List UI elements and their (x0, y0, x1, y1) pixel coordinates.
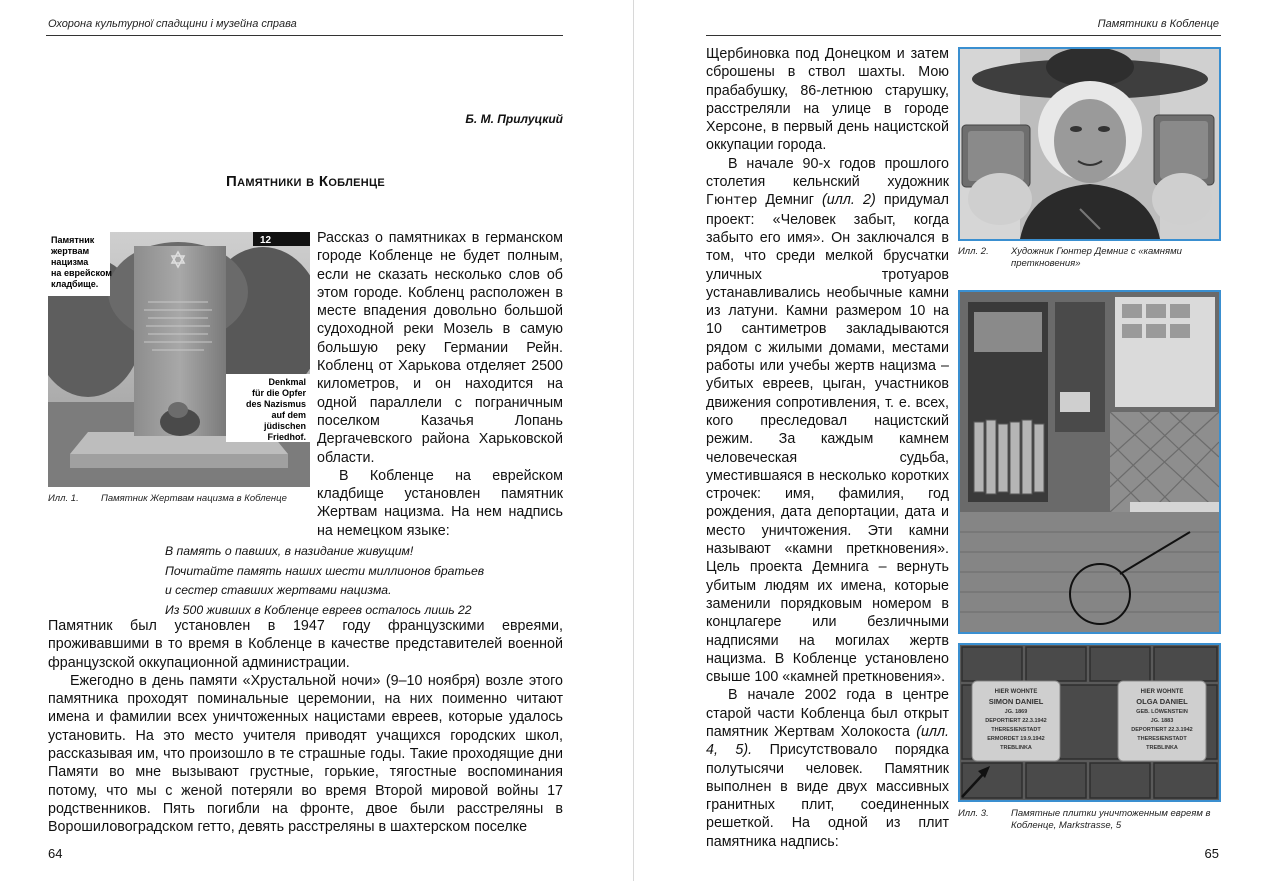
figure-1-photo (48, 232, 310, 487)
right-running-head: Памятники в Кобленце (1097, 18, 1219, 30)
main-column-right (706, 45, 949, 851)
figure-2-caption (958, 246, 1221, 272)
author: Б. М. Прилуцкий (465, 112, 563, 126)
figure-1-caption-text: Памятник Жертвам нацизма в Кобленце (101, 493, 287, 504)
inscription-poem (165, 542, 565, 620)
figure-1-caption (48, 493, 310, 507)
paragraph-monument: В Кобленце на еврейском кладбище установлен памятник Жертвам нацизма. На нем надпись на немецком языке: (317, 467, 563, 539)
figure-2-label: Илл. 2. (958, 246, 989, 257)
left-running-head: Охорона культурної спадщини і музейна справа (48, 18, 297, 30)
figure-3-caption-text: Памятные плитки уничтоженным евреям в Кобленце, Markstrasse, 5 (1011, 808, 1211, 831)
fig1-overlay-bottom-5: Friedhof. (267, 432, 306, 442)
article-title: Памятники в Кобленце (226, 173, 385, 190)
demnig-first-name: Гюнтер (706, 193, 758, 209)
figure-2-reference: (илл. 2) (822, 192, 876, 209)
fig1-overlay-top-1: жертвам (51, 246, 90, 256)
main-column-left (48, 617, 563, 837)
paragraph-continued: Щербиновка под Донецком и затем сброшены в ствол шахты. Мою прабабушку, 86-летнюю старушку, расстреляли на улице в городе Херсоне, в первый день нацистской оккупации города. (706, 46, 949, 154)
demnig-text-a: В начале 90-х годов прошлого столетия кельнский художник (706, 155, 949, 191)
left-page (0, 0, 633, 881)
plate-right-line-2: GEB. LÖWENSTEIN (1136, 709, 1188, 715)
right-header-rule (706, 35, 1221, 36)
fig1-overlay-bottom-2: des Nazismus (245, 399, 306, 409)
fig1-overlay-number: 12 (260, 235, 272, 246)
plate-left-line-5: ERMORDET 19.9.1942 (987, 736, 1045, 742)
plate-left-line-1: SIMON DANIEL (988, 697, 1044, 706)
fig1-overlay-top-3: на еврейском (51, 268, 112, 278)
left-header-rule (46, 35, 563, 36)
plate-right-line-0: HIER WOHNTE (1140, 689, 1184, 695)
figure-3-label: Илл. 3. (958, 808, 989, 819)
paragraph-1947: Памятник был установлен в 1947 году французскими евреями, проживавшими в то время в Кобленце в качестве представителей военной французской оккупационной администрации. (48, 618, 563, 671)
plate-right-line-1: OLGA DANIEL (1136, 697, 1188, 706)
page-number-right: 65 (1204, 846, 1219, 861)
fig1-overlay-bottom-3: auf dem (271, 410, 306, 420)
p2002-text-b: Присутствовало порядка полутысячи человек. Памятник выполнен в виде двух массивных гранитных плит, соединенных решеткой. На одной из плит памятника надпись: (706, 742, 949, 850)
paragraph-2002 (706, 686, 949, 851)
poem-line: Из 500 живших в Кобленце евреев осталось лишь 22 (165, 602, 472, 617)
fig1-overlay-bottom-4: jüdischen (263, 421, 306, 431)
plate-right-line-5: THERESIENSTADT (1137, 736, 1187, 742)
figure-street-photo (958, 290, 1221, 634)
figure-3-caption (958, 808, 1221, 834)
poem-line: В память о павших, в назидание живущим! (165, 544, 414, 558)
right-page (634, 0, 1267, 881)
plate-right-line-4: DEPORTIERT 22.3.1942 (1131, 727, 1193, 733)
paragraph-demnig (706, 155, 949, 687)
plate-left-line-3: DEPORTIERT 22.3.1942 (985, 718, 1047, 724)
figure-2-caption-text: Художник Гюнтер Демниг с «камнями преткновения» (1011, 246, 1182, 269)
fig1-overlay-top-2: нацизма (51, 257, 89, 267)
figure-1-label: Илл. 1. (48, 493, 79, 504)
plate-left-line-4: THERESIENSTADT (991, 727, 1041, 733)
p2002-text-a: В начале 2002 года в центре старой части Кобленца был открыт памятник Жертвам Холокоста (706, 687, 949, 740)
intro-column (317, 229, 563, 540)
fig1-overlay-top-4: кладбище. (51, 279, 99, 289)
fig1-overlay-bottom-1: für die Opfer (251, 388, 306, 398)
plate-right-line-6: TREBLINKA (1146, 745, 1178, 751)
figure-2-photo (958, 47, 1221, 241)
plate-left-line-0: HIER WOHNTE (994, 689, 1038, 695)
plate-left-line-2: JG. 1869 (1004, 709, 1028, 715)
fig1-overlay-top-0: Памятник (51, 235, 95, 245)
paragraph-intro: Рассказ о памятниках в германском городе Кобленце не будет полным, если не сказать несколько слов об этом городе. Кобленц расположен в месте впадения довольно большой судоходной реки Мозель в самую большую реку Германии Рейн. Кобленц от Харькова отделяет 2500 километров, и он находится на одной параллели с пограничным поселком Казачья Лопань Дергачевского района Харьковской области. (317, 230, 563, 466)
figure-3-photo (958, 643, 1221, 802)
page-number-left: 64 (48, 846, 63, 861)
figure-4-5-reference: (илл. 4, 5). (706, 723, 949, 759)
demnig-text-c: придумал проект: «Человек забыт, когда забыто его имя». Он заключался в том, что среди мелкой брусчатки уличных тротуаров устанавливались необычные камни из латуни. Камни размером 10 на 10 сантиметров закладываются рядом с жилыми домами, местами работы или учебы жертв нацизма – убитых евреев, цыган, участников движения сопротивления, т. е. всех, кого преследовал нацистский режим. За каждым камнем человеческая судьба, уместившаяся в несколько коротких строчек: имя, фамилия, год рождения, дата депортации, дата и место уничтожения. Эти камни называют «камни преткновения». Цель проекта Демнига – вернуть убитым людям их имена, которые заменили порядковым номером в концлагере или безличными надписями на могилах жертв нацизма. В Кобленце установлено свыше 100 «камней преткновения». (706, 192, 949, 686)
poem-line: и сестер ставших жертвами нацизма. (165, 583, 392, 597)
poem-line: Почитайте память наших шести миллионов братьев (165, 563, 485, 578)
plate-left-line-6: TREBLINKA (1000, 745, 1032, 751)
fig1-overlay-bottom-0: Denkmal (268, 377, 306, 387)
demnig-text-b: Демниг (757, 192, 823, 209)
paragraph-memory: Ежегодно в день памяти «Хрустальной ночи» (9–10 ноября) возле этого памятника проходят поминальные церемонии, на них поименно читают имена и фамилии всех уничтоженных нацистами евреев, которые удалось установить. На это место учителя приводят учащихся городских школ, рассказывая им, что произошло в те страшные годы. Такие проходящие дни Памяти во мне вызывают грустные, горькие, тягостные воспоминания потому, что мы с женой потеряли во время Второй мировой войны 17 родственников. Пять погибли на фронте, двое были расстреляны в Ворошиловоградском гетто, девять расстреляны в шахтерском поселке (48, 672, 563, 836)
plate-right-line-3: JG. 1883 (1150, 718, 1174, 724)
